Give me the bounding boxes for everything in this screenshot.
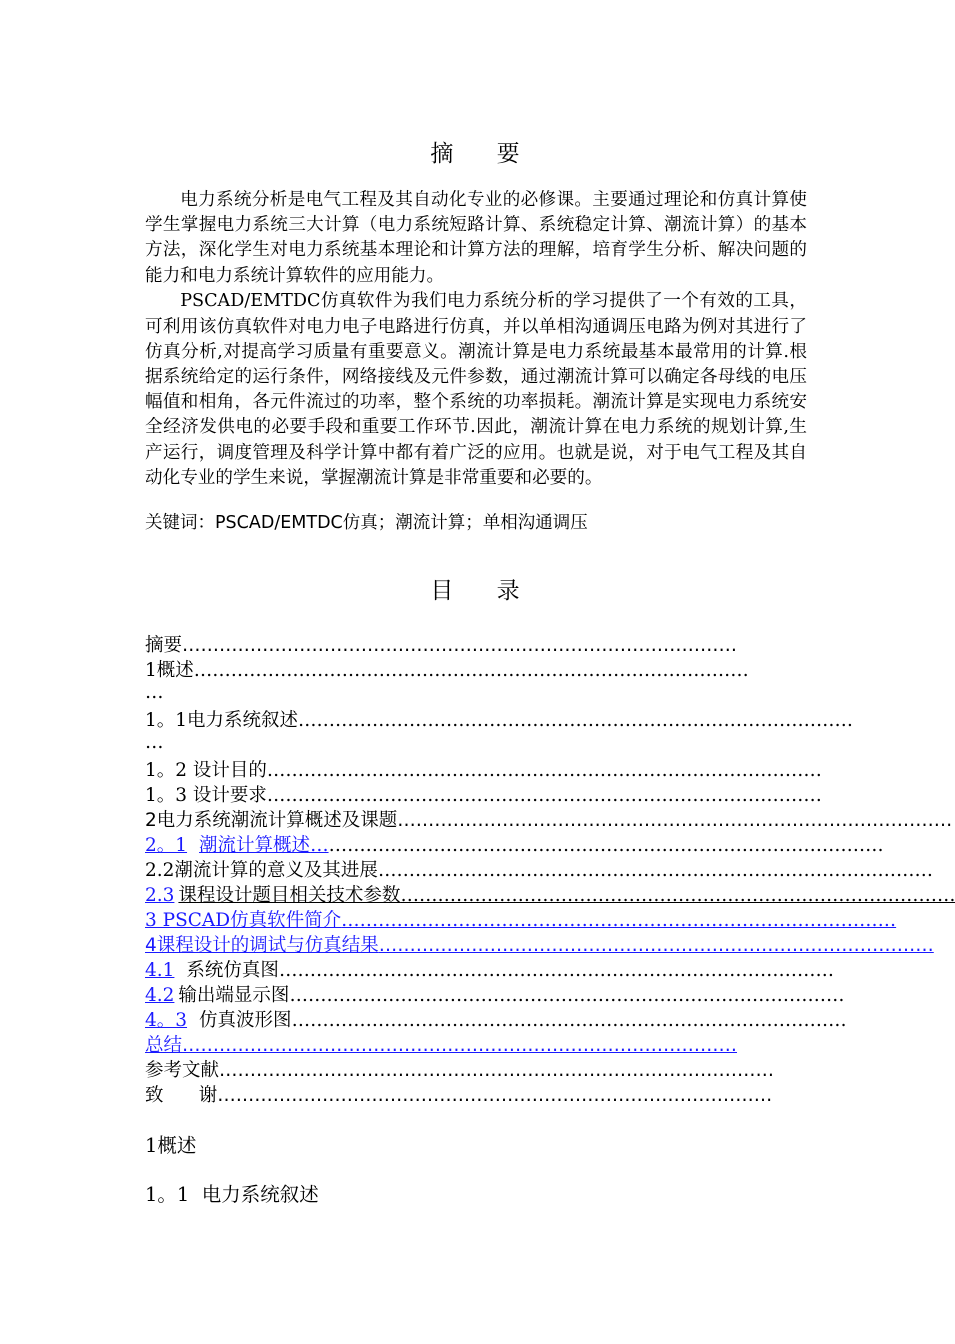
toc-entry-1-1[interactable]: 1。1电力系统叙述……………………………………………………………………………… <box>145 710 854 731</box>
abstract-paragraph-2: PSCAD/EMTDC仿真软件为我们电力系统分析的学习提供了一个有效的工具，可利用该仿真软件对电力电子电路进行仿真，并以单相沟通调压电路为例对其进行了仿真分析,对提高学习质量有重要意义。潮流计算是电力系统最基本最常用的计算.根据系统给定的运行条件，网络接线及元件参数，通过潮流计算可以确定各母线的电压幅值和相角，各元件流过的功率，整个系统的功率损耗。潮流计算是实现电力系统安全经济发供电的必要手段和重要工作环节.因此，潮流计算在电力系统的规划计算,生产运行，调度管理及科学计算中都有着广泛的应用。也就是说，对于电气工程及其自动化专业的学生来说，掌握潮流计算是非常重要和必要的。 <box>145 291 807 488</box>
toc-entry-2-2[interactable]: 2.2潮流计算的意义及其进展……………………………………………………………………………… <box>145 860 933 881</box>
toc-entry-chapter-3[interactable]: 3 PSCAD仿真软件简介……………………………………………………………………………… <box>145 910 897 931</box>
toc-entry-references[interactable]: 参考文献……………………………………………………………………………… <box>145 1060 775 1081</box>
toc-entry-chapter-2[interactable]: 2电力系统潮流计算概述及课题……………………………………………………………………………… <box>145 810 953 831</box>
abstract-body <box>145 188 807 491</box>
toc-entry-overview-continuation: … <box>145 682 164 703</box>
toc-entry-overview[interactable]: 1概述……………………………………………………………………………… <box>145 660 749 681</box>
section-1-heading: 1概述 <box>145 1134 197 1157</box>
toc-entry-4-3[interactable]: 4。3 仿真波形图……………………………………………………………………………… <box>145 1010 847 1031</box>
abstract-paragraph-1: 电力系统分析是电气工程及其自动化专业的必修课。主要通过理论和仿真计算使学生掌握电力系统三大计算（电力系统短路计算、系统稳定计算、潮流计算）的基本方法，深化学生对电力系统基本理论和计算方法的理解，培育学生分析、解决问题的能力和电力系统计算软件的应用能力。 <box>145 190 807 286</box>
toc-entry-1-3[interactable]: 1。3 设计要求……………………………………………………………………………… <box>145 785 822 806</box>
toc-entry-acknowledgement[interactable]: 致 谢……………………………………………………………………………… <box>145 1085 773 1106</box>
toc-entry-1-2[interactable]: 1。2 设计目的……………………………………………………………………………… <box>145 760 822 781</box>
keywords-line: 关键词：PSCAD/EMTDC仿真；潮流计算；单相沟通调压 <box>145 513 588 533</box>
toc-entry-abstract[interactable]: 摘要……………………………………………………………………………… <box>145 635 738 656</box>
toc-entry-1-1-continuation: … <box>145 732 164 753</box>
toc-entry-chapter-4[interactable]: 4课程设计的调试与仿真结果……………………………………………………………………………… <box>145 935 934 956</box>
toc-entry-4-2[interactable]: 4.2 输出端显示图……………………………………………………………………………… <box>145 985 845 1006</box>
toc-entry-2-1[interactable]: 2。1 潮流计算概述………………………………………………………………………………… <box>145 835 884 856</box>
abstract-title: 摘 要 <box>430 141 538 167</box>
toc-entry-4-1[interactable]: 4.1 系统仿真图……………………………………………………………………………… <box>145 960 834 981</box>
toc-title: 目 录 <box>430 578 538 604</box>
section-1-1-heading: 1。1 电力系统叙述 <box>145 1183 319 1206</box>
toc-entry-2-3[interactable]: 2.3 课程设计题目相关技术参数……………………………………………………………………………… <box>145 885 955 906</box>
toc-entry-summary[interactable]: 总结……………………………………………………………………………… <box>145 1035 738 1056</box>
